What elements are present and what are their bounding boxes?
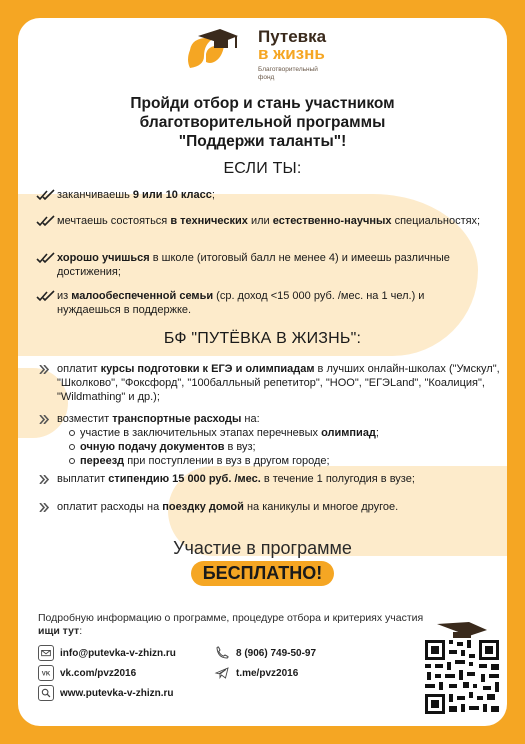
graduation-cap-logo-icon — [184, 28, 240, 78]
offer-subitem: участие в заключительных этапах перечневых олимпиад; — [36, 426, 501, 440]
brand-name: Путевка в жизнь — [258, 27, 327, 63]
brand-logo — [184, 26, 354, 84]
svg-text:VK: VK — [41, 670, 51, 678]
offer-item: возместит транспортные расходы на: участие в заключительных этапах перечневых олимпиад; очную подачу документов в вуз; переезд при поступлении в вуз в другом городе; — [36, 412, 501, 468]
qr-code-icon[interactable] — [423, 620, 501, 716]
condition-item: заканчиваешь 9 или 10 класс; — [36, 188, 496, 202]
chevron-right-icon — [39, 415, 50, 424]
offer-item: оплатит курсы подготовки к ЕГЭ и олимпиадам в лучших онлайн-школах ("Умскул", "Школково", "Фоксфорд", "100балльный репетитор", "НОО", "ЕГЭLand", "Коалиция", "Wildmathing" и др.); — [36, 362, 501, 404]
double-check-icon — [36, 189, 56, 201]
chevron-right-icon — [39, 503, 50, 512]
chevron-right-icon — [39, 475, 50, 484]
call-to-action — [18, 538, 507, 586]
condition-item: из малообеспеченной семьи (ср. доход <15 000 руб. /мес. на 1 чел.) и нуждаешься в поддержке. — [36, 289, 491, 317]
condition-item: мечтаешь состояться в технических или естественно-научных специальностях; — [36, 214, 491, 228]
double-check-icon — [36, 290, 56, 302]
mail-icon — [38, 645, 54, 661]
contact-vk[interactable]: VK vk.com/pvz2016 — [38, 668, 136, 679]
offer-subitem: переезд при поступлении в вуз в другом городе; — [36, 454, 501, 468]
condition-item: хорошо учишься в школе (итоговый балл не менее 4) и имеешь различные достижения; — [36, 251, 491, 279]
offer-item: оплатит расходы на поездку домой на каникулы и многое другое. — [36, 500, 501, 514]
headline: Пройди отбор и стань участником благотворительной программы "Поддержи таланты"! — [130, 95, 395, 150]
more-info-text: Подробную информацию о программе, процедуре отбора и критериях участия ищи тут: — [38, 612, 424, 637]
telegram-icon — [214, 665, 230, 681]
phone-icon — [214, 645, 230, 661]
double-check-icon — [36, 215, 56, 227]
double-check-icon — [36, 252, 56, 264]
contact-website[interactable]: www.putevka-v-zhizn.ru — [38, 688, 174, 699]
conditions-title: ЕСЛИ ТЫ: — [223, 160, 302, 177]
free-badge: БЕСПЛАТНО! — [191, 561, 335, 586]
contact-phone[interactable]: 8 (906) 749-50-97 — [214, 648, 316, 659]
offers-title: БФ "ПУТЁВКА В ЖИЗНЬ": — [163, 330, 362, 347]
offer-subitem: очную подачу документов в вуз; — [36, 440, 501, 454]
brand-subtitle: Благотворительный фонд — [258, 66, 318, 81]
contact-email[interactable]: info@putevka-v-zhizn.ru — [38, 648, 176, 659]
offer-item: выплатит стипендию 15 000 руб. /мес. в течение 1 полугодия в вузе; — [36, 472, 501, 486]
chevron-right-icon — [39, 365, 50, 374]
cta-line: Участие в программе — [173, 538, 352, 558]
contact-telegram[interactable]: t.me/pvz2016 — [214, 668, 298, 679]
search-icon — [38, 685, 54, 701]
vk-icon — [38, 665, 54, 681]
flyer-card — [18, 18, 507, 726]
